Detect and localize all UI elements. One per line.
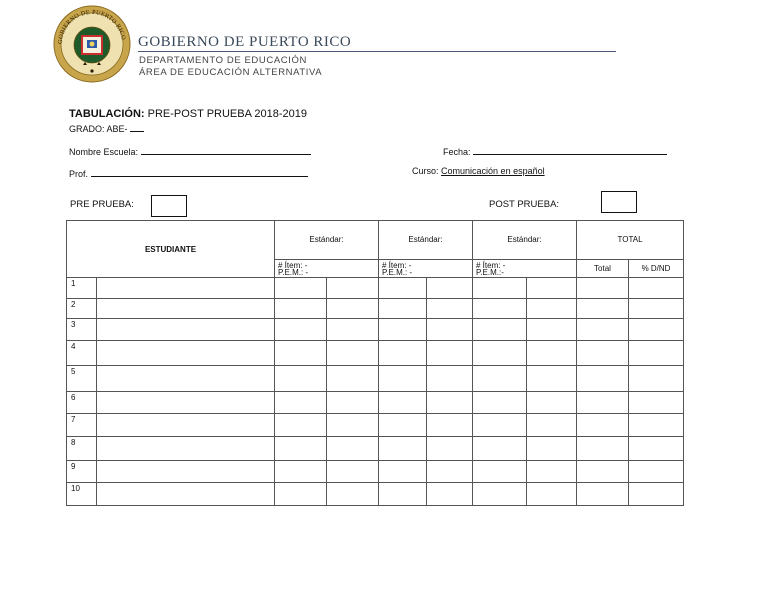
puerto-rico-seal-icon xyxy=(53,5,131,83)
score-cell[interactable] xyxy=(327,278,379,299)
standard-2-meta xyxy=(379,259,473,277)
course-field xyxy=(412,166,545,176)
percent-cell[interactable] xyxy=(629,340,684,365)
score-cell[interactable] xyxy=(527,365,577,392)
score-cell[interactable] xyxy=(473,413,527,437)
total-cell[interactable] xyxy=(577,298,629,319)
table-row xyxy=(67,413,684,437)
score-cell[interactable] xyxy=(327,298,379,319)
score-cell[interactable] xyxy=(275,460,327,483)
table-row xyxy=(67,483,684,506)
row-number: 4 xyxy=(67,340,97,365)
score-cell[interactable] xyxy=(327,483,379,506)
percent-cell[interactable] xyxy=(629,298,684,319)
total-cell[interactable] xyxy=(577,413,629,437)
row-number: 5 xyxy=(67,365,97,392)
course-label: Curso: xyxy=(412,166,439,176)
student-name-cell[interactable] xyxy=(97,483,275,506)
student-name-cell[interactable] xyxy=(97,413,275,437)
score-cell[interactable] xyxy=(275,392,327,414)
score-cell[interactable] xyxy=(427,437,473,461)
score-cell[interactable] xyxy=(473,365,527,392)
table-row xyxy=(67,298,684,319)
row-number: 10 xyxy=(67,483,97,506)
score-cell[interactable] xyxy=(275,298,327,319)
pem-label: P.E.M.:- xyxy=(476,267,504,277)
score-cell[interactable] xyxy=(275,278,327,299)
score-cell[interactable] xyxy=(427,319,473,341)
score-cell[interactable] xyxy=(379,437,427,461)
score-cell[interactable] xyxy=(327,460,379,483)
item-label: # Ítem: - xyxy=(476,260,506,270)
total-cell[interactable] xyxy=(577,340,629,365)
score-cell[interactable] xyxy=(275,483,327,506)
school-blank[interactable] xyxy=(141,144,311,155)
score-cell[interactable] xyxy=(473,483,527,506)
table-row xyxy=(67,365,684,392)
standard-header-1: Estándar: xyxy=(275,221,379,260)
student-name-cell[interactable] xyxy=(97,319,275,341)
grade-field[interactable] xyxy=(69,121,144,134)
score-cell[interactable] xyxy=(275,413,327,437)
score-cell[interactable] xyxy=(473,278,527,299)
form-title-rest: PRE-POST PRUEBA 2018-2019 xyxy=(147,108,308,120)
student-header: ESTUDIANTE xyxy=(67,221,275,278)
table-row xyxy=(67,392,684,414)
score-cell[interactable] xyxy=(327,340,379,365)
score-cell[interactable] xyxy=(527,413,577,437)
score-cell[interactable] xyxy=(379,483,427,506)
score-cell[interactable] xyxy=(473,340,527,365)
score-cell[interactable] xyxy=(379,365,427,392)
percent-cell[interactable] xyxy=(629,413,684,437)
score-cell[interactable] xyxy=(527,483,577,506)
total-subheader: Total xyxy=(577,259,629,277)
item-label: # Ítem: - xyxy=(278,260,308,270)
department-name: DEPARTAMENTO DE EDUCACIÓN xyxy=(139,55,307,66)
student-name-cell[interactable] xyxy=(97,437,275,461)
score-cell[interactable] xyxy=(379,340,427,365)
total-header: TOTAL xyxy=(577,221,684,260)
area-name: ÁREA DE EDUCACIÓN ALTERNATIVA xyxy=(139,67,323,78)
student-name-cell[interactable] xyxy=(97,365,275,392)
government-title: GOBIERNO DE PUERTO RICO xyxy=(138,34,352,50)
row-number: 3 xyxy=(67,319,97,341)
score-cell[interactable] xyxy=(379,278,427,299)
pre-test-checkbox[interactable] xyxy=(151,195,187,217)
school-field[interactable] xyxy=(69,144,311,157)
total-cell[interactable] xyxy=(577,483,629,506)
pem-label: P.E.M.: - xyxy=(382,267,413,277)
school-label: Nombre Escuela: xyxy=(69,147,139,157)
score-cell[interactable] xyxy=(275,437,327,461)
item-label: # Ítem: - xyxy=(382,260,412,270)
score-cell[interactable] xyxy=(327,392,379,414)
percent-subheader: % D/ND xyxy=(629,259,684,277)
score-cell[interactable] xyxy=(275,365,327,392)
score-cell[interactable] xyxy=(527,340,577,365)
percent-cell[interactable] xyxy=(629,483,684,506)
pre-test-label: PRE PRUEBA: xyxy=(70,199,134,210)
score-cell[interactable] xyxy=(473,392,527,414)
table-row xyxy=(67,319,684,341)
date-label: Fecha: xyxy=(443,147,471,157)
date-field[interactable] xyxy=(443,144,667,157)
score-cell[interactable] xyxy=(427,413,473,437)
score-cell[interactable] xyxy=(379,413,427,437)
total-cell[interactable] xyxy=(577,319,629,341)
score-cell[interactable] xyxy=(327,319,379,341)
standard-header-2: Estándar: xyxy=(379,221,473,260)
percent-cell[interactable] xyxy=(629,437,684,461)
row-number: 8 xyxy=(67,437,97,461)
score-cell[interactable] xyxy=(275,340,327,365)
score-cell[interactable] xyxy=(427,340,473,365)
standard-3-meta xyxy=(473,259,577,277)
post-test-label: POST PRUEBA: xyxy=(489,199,560,210)
score-cell[interactable] xyxy=(379,460,427,483)
score-cell[interactable] xyxy=(275,319,327,341)
score-cell[interactable] xyxy=(473,319,527,341)
table-row xyxy=(67,437,684,461)
score-cell[interactable] xyxy=(527,460,577,483)
score-cell[interactable] xyxy=(427,483,473,506)
teacher-blank[interactable] xyxy=(91,166,308,177)
pem-label: P.E.M.: - xyxy=(278,267,309,277)
score-cell[interactable] xyxy=(327,437,379,461)
header-divider xyxy=(138,51,616,52)
score-cell[interactable] xyxy=(327,365,379,392)
grade-blank[interactable] xyxy=(130,121,144,132)
post-test-checkbox[interactable] xyxy=(601,191,637,213)
student-name-cell[interactable] xyxy=(97,460,275,483)
score-cell[interactable] xyxy=(527,278,577,299)
score-cell[interactable] xyxy=(379,392,427,414)
percent-cell[interactable] xyxy=(629,460,684,483)
percent-cell[interactable] xyxy=(629,319,684,341)
teacher-label: Prof. xyxy=(69,169,89,179)
percent-cell[interactable] xyxy=(629,365,684,392)
score-cell[interactable] xyxy=(473,437,527,461)
row-number: 7 xyxy=(67,413,97,437)
date-blank[interactable] xyxy=(473,144,667,155)
standard-1-meta xyxy=(275,259,379,277)
score-cell[interactable] xyxy=(427,278,473,299)
course-value: Comunicación en español xyxy=(441,166,545,176)
score-cell[interactable] xyxy=(527,319,577,341)
row-number: 1 xyxy=(67,278,97,299)
score-cell[interactable] xyxy=(427,392,473,414)
percent-cell[interactable] xyxy=(629,392,684,414)
total-cell[interactable] xyxy=(577,278,629,299)
row-number: 9 xyxy=(67,460,97,483)
score-cell[interactable] xyxy=(327,413,379,437)
percent-cell[interactable] xyxy=(629,278,684,299)
standard-header-3: Estándar: xyxy=(473,221,577,260)
form-title xyxy=(69,108,307,120)
score-cell[interactable] xyxy=(473,460,527,483)
total-cell[interactable] xyxy=(577,460,629,483)
seal-text: GOBIERNO DE PUERTO RICO xyxy=(56,8,127,45)
score-cell[interactable] xyxy=(427,460,473,483)
grade-label: GRADO: ABE- xyxy=(69,124,128,134)
student-name-cell[interactable] xyxy=(97,392,275,414)
score-cell[interactable] xyxy=(427,298,473,319)
total-cell[interactable] xyxy=(577,437,629,461)
score-cell[interactable] xyxy=(527,437,577,461)
tabulation-table xyxy=(66,220,683,506)
score-cell[interactable] xyxy=(427,365,473,392)
score-cell[interactable] xyxy=(379,298,427,319)
total-cell[interactable] xyxy=(577,392,629,414)
score-cell[interactable] xyxy=(527,298,577,319)
form-title-bold: TABULACIÓN: xyxy=(69,108,145,120)
teacher-field[interactable] xyxy=(69,166,308,179)
table-row xyxy=(67,278,684,299)
score-cell[interactable] xyxy=(527,392,577,414)
score-cell[interactable] xyxy=(473,298,527,319)
score-cell[interactable] xyxy=(379,319,427,341)
table-row xyxy=(67,460,684,483)
table-row xyxy=(67,340,684,365)
total-cell[interactable] xyxy=(577,365,629,392)
row-number: 2 xyxy=(67,298,97,319)
student-name-cell[interactable] xyxy=(97,298,275,319)
row-number: 6 xyxy=(67,392,97,414)
student-name-cell[interactable] xyxy=(97,340,275,365)
student-name-cell[interactable] xyxy=(97,278,275,299)
